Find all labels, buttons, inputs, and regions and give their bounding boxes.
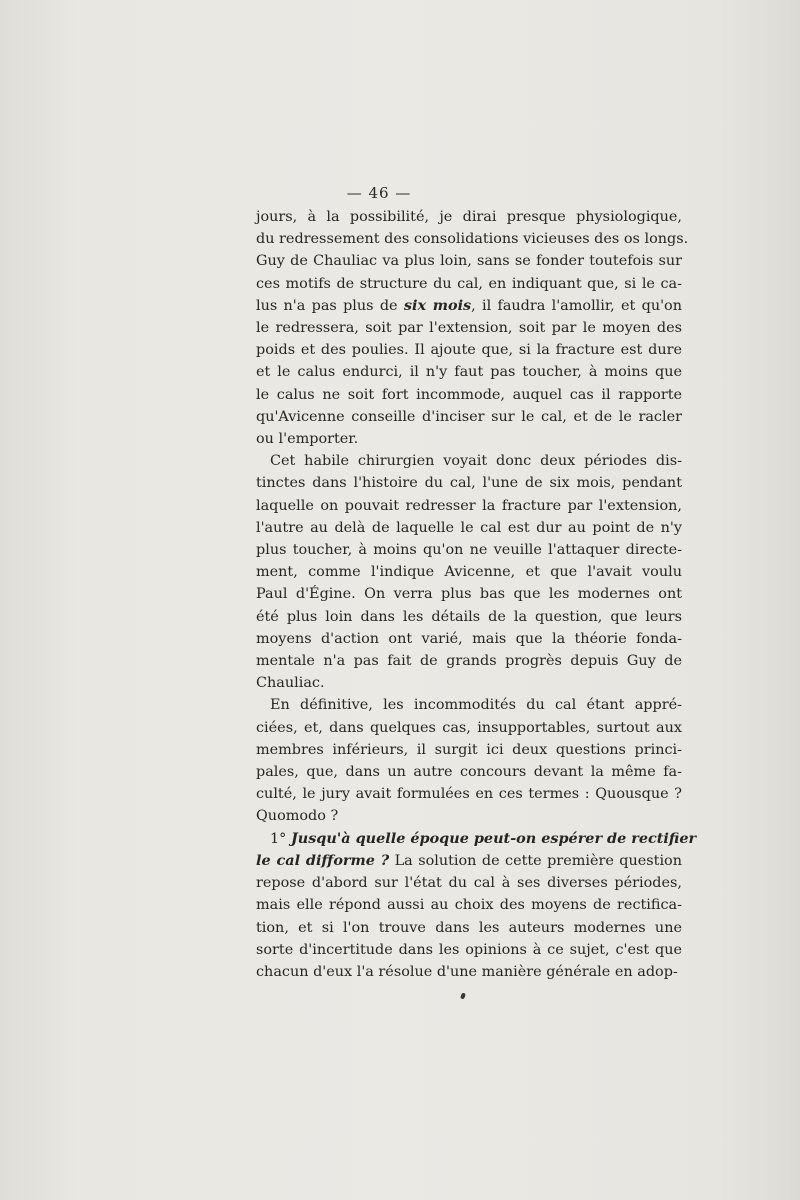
paragraph (256, 694, 682, 827)
text-line: tion, et si l'on trouve dans les auteurs modernes une (256, 919, 682, 936)
text-line: lus n'a pas plus de six mois, il faudra l'amollir, et qu'on (256, 296, 682, 314)
text-line: poids et des poulies. Il ajoute que, si la fracture est dure (256, 342, 682, 359)
paragraph (256, 206, 689, 450)
text-line: été plus loin dans les détails de la question, que leurs (256, 608, 682, 625)
text-line: qu'Avicenne conseille d'inciser sur le cal, et de le racler (256, 408, 682, 425)
text-line: tinctes dans l'histoire du cal, l'une de six mois, pendant (256, 475, 682, 492)
ink-mark (460, 992, 466, 999)
text-line: Chauliac. (256, 675, 325, 692)
text-line: En définitive, les incommodités du cal étant appré- (270, 697, 682, 714)
text-line: pales, que, dans un autre concours devant la même fa- (256, 764, 682, 781)
paragraph (256, 450, 682, 694)
text-line: sorte d'incertitude dans les opinions à ce sujet, c'est que (256, 941, 682, 958)
text-line: laquelle on pouvait redresser la fracture par l'extension, (256, 497, 682, 514)
text-line: chacun d'eux l'a résolue d'une manière générale en adop- (256, 963, 678, 980)
text-line: le redressera, soit par l'extension, soit par le moyen des (256, 320, 682, 337)
text-line: ciées, et, dans quelques cas, insupportables, surtout aux (256, 719, 682, 736)
text-line: moyens d'action ont varié, mais que la théorie fonda- (256, 630, 682, 647)
body-text (256, 206, 697, 983)
text-line: ces motifs de structure du cal, en indiquant que, si le ca- (256, 275, 682, 292)
text-line: et le calus endurci, il n'y faut pas toucher, à moins que (256, 364, 682, 381)
text-line: mentale n'a pas fait de grands progrès depuis Guy de (256, 653, 682, 670)
text-line: Cet habile chirurgien voyait donc deux périodes dis- (270, 453, 682, 470)
text-line: mais elle répond aussi au choix des moyens de rectifica- (256, 897, 682, 914)
text-line: le calus ne soit fort incommode, auquel cas il rapporte (256, 386, 682, 403)
text-line: repose d'abord sur l'état du cal à ses diverses périodes, (256, 875, 682, 892)
text-line: du redressement des consolidations vicieuses des os longs. (256, 231, 689, 248)
text-line: jours, à la possibilité, je dirai presque physiologique, (256, 209, 682, 225)
text-line: ou l'emporter. (256, 431, 359, 448)
paragraph (256, 828, 697, 983)
text-line: ment, comme l'indique Avicenne, et que l'avait voulu (256, 564, 682, 581)
text-line: culté, le jury avait formulées en ces termes : Quousque ? (256, 786, 682, 803)
text-line: le cal difforme ? La solution de cette première question (256, 851, 682, 869)
text-line: Quomodo ? (256, 808, 339, 825)
text-line: Guy de Chauliac va plus loin, sans se fonder toutefois sur (256, 253, 682, 270)
text-line: membres inférieurs, il surgit ici deux questions princi- (256, 741, 682, 758)
text-line: plus toucher, à moins qu'on ne veuille l'attaquer directe- (256, 542, 682, 559)
text-line: 1° Jusqu'à quelle époque peut-on espérer de rectifier (270, 829, 697, 847)
page-number: — 46 — (346, 184, 412, 202)
text-line: l'autre au delà de laquelle le cal est dur au point de n'y (256, 519, 682, 536)
text-line: Paul d'Égine. On verra plus bas que les modernes ont (256, 586, 682, 603)
